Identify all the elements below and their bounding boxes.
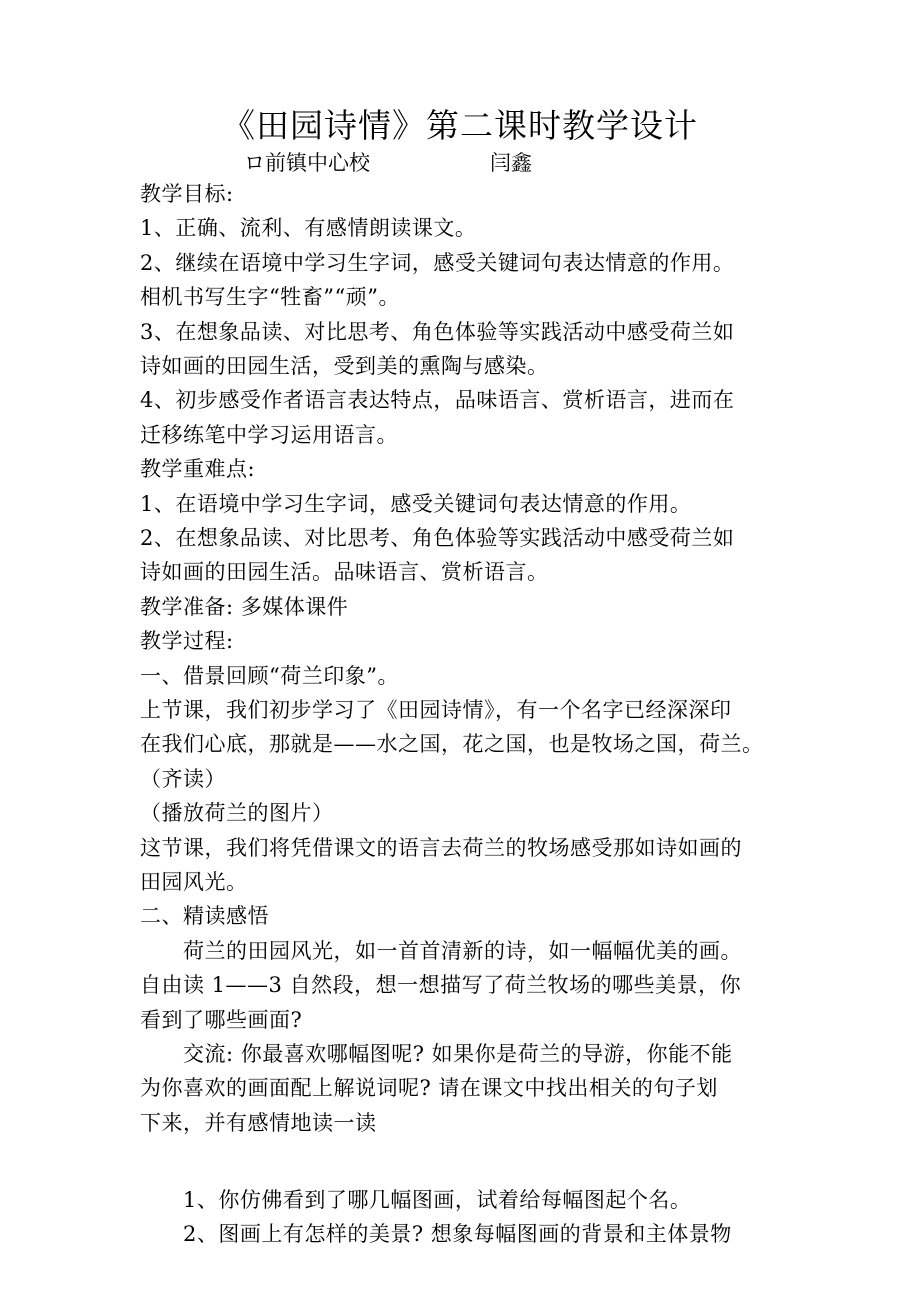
document-title: 《田园诗情》第二课时教学设计 <box>222 106 698 145</box>
text-line: （齐读） <box>140 767 226 791</box>
text-line: 下来，并有感情地读一读 <box>140 1111 377 1135</box>
text-line: 2、继续在语境中学习生字词，感受关键词句表达情意的作用。 <box>140 251 735 275</box>
text-line: 教学准备: 多媒体课件 <box>140 595 349 619</box>
text-line: 一、借景回顾“荷兰印象”。 <box>140 664 399 688</box>
author-name: 闫鑫 <box>490 151 532 175</box>
text-line: 看到了哪些画面? <box>140 1008 303 1032</box>
text-line: （播放荷兰的图片） <box>140 801 334 825</box>
text-line: 田园风光。 <box>140 870 248 894</box>
text-line: 自由读 1——3 自然段，想一想描写了荷兰牧场的哪些美景，你 <box>140 973 742 997</box>
text-line: 上节课，我们初步学习了《田园诗情》，有一个名字已经深深印 <box>140 698 732 722</box>
text-line: 教学目标: <box>140 182 234 206</box>
school-name: ロ前镇中心校 <box>244 151 370 175</box>
text-line: 教学过程: <box>140 629 234 653</box>
text-line: 这节课，我们将凭借课文的语言去荷兰的牧场感受那如诗如画的 <box>140 836 742 860</box>
text-line: 在我们心底，那就是——水之国，花之国，也是牧场之国，荷兰。 <box>140 732 764 756</box>
text-line: 2、图画上有怎样的美景? 想象每幅图画的背景和主体景物 <box>140 1222 732 1246</box>
text-line: 为你喜欢的画面配上解说词呢? 请在课文中找出相关的句子划 <box>140 1076 718 1100</box>
text-line: 相机书写生字“牲畜”“顽”。 <box>140 285 400 309</box>
text-line: 诗如画的田园生活。品味语言、赏析语言。 <box>140 560 549 584</box>
text-line: 交流: 你最喜欢哪幅图呢? 如果你是荷兰的导游，你能不能 <box>140 1042 733 1066</box>
text-line: 迁移练笔中学习运用语言。 <box>140 423 398 447</box>
text-line: 3、在想象品读、对比思考、角色体验等实践活动中感受荷兰如 <box>140 320 735 344</box>
text-line: 4、初步感受作者语言表达特点，品味语言、赏析语言，进而在 <box>140 388 735 412</box>
text-line: 1、在语境中学习生字词，感受关键词句表达情意的作用。 <box>140 492 692 516</box>
text-line: 荷兰的田园风光，如一首首清新的诗，如一幅幅优美的画。 <box>140 939 742 963</box>
text-line: 1、你仿佛看到了哪几幅图画，试着给每幅图起个名。 <box>140 1188 692 1212</box>
text-line: 2、在想象品读、对比思考、角色体验等实践活动中感受荷兰如 <box>140 526 735 550</box>
text-line: 1、正确、流利、有感情朗读课文。 <box>140 216 477 240</box>
text-line: 教学重难点: <box>140 457 256 481</box>
text-line: 诗如画的田园生活，受到美的熏陶与感染。 <box>140 354 549 378</box>
text-line: 二、精读感悟 <box>140 904 269 928</box>
